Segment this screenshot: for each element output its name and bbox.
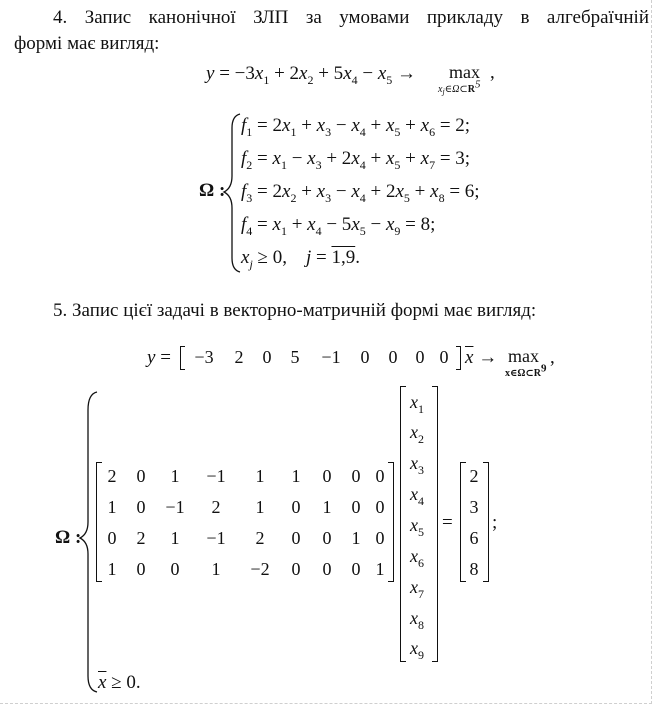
matrix-cell: −2	[250, 559, 270, 579]
matrix-cell: 0	[351, 559, 361, 579]
equals-sign: =	[442, 512, 453, 533]
matrix-cell: 0	[322, 466, 332, 486]
matrix-cell: 1	[375, 559, 385, 579]
xvec-entry: $x_2$	[410, 422, 424, 446]
coef-3: 0	[262, 347, 272, 367]
coef-6: 0	[360, 347, 370, 367]
coef-1: −3	[194, 347, 214, 367]
coef-5: −1	[321, 347, 341, 367]
matrix-cell: 0	[107, 528, 117, 548]
matrix-cell: 0	[322, 559, 332, 579]
objective-vector-rhs: $\overline{x}$ →	[465, 347, 498, 368]
matrix-cell: 0	[351, 466, 361, 486]
matrix-cell: 0	[170, 559, 180, 579]
xvec-entry: $x_4$	[410, 484, 424, 508]
constraint-nonneg-4: $x_j \ge 0$, j = 1,9.	[241, 247, 360, 271]
matrix-cell: 1	[255, 497, 265, 517]
max-subscript-4: $x_j\in\Omega\subset R^5$	[438, 78, 481, 96]
matrix-cell: 0	[291, 497, 301, 517]
matrix-cell: 0	[375, 497, 385, 517]
objective-tail-4: ,	[490, 62, 495, 83]
omega-label-4: Ω :	[199, 180, 226, 201]
constraint-f1: $f_1 = 2x_1 + x_3 - x_4 + x_5 + x_6 = 2$;	[241, 115, 471, 139]
matrix-cell: 0	[291, 559, 301, 579]
matrix-cell: 2	[255, 528, 265, 548]
xvec-entry: $x_7$	[410, 577, 424, 601]
matrix-cell: −1	[206, 466, 226, 486]
omega-label-5: Ω :	[55, 527, 82, 548]
matrix-cell: 2	[136, 528, 146, 548]
matrix-cell: 2	[107, 466, 117, 486]
constraint-f2: $f_2 = x_1 - x_3 + 2x_4 + x_5 + x_7 = 3$;	[241, 148, 471, 172]
coef-2: 2	[234, 347, 244, 367]
max-operator-4: max	[449, 62, 480, 82]
matrix-cell: 1	[170, 528, 180, 548]
matrix-cell: 0	[322, 528, 332, 548]
rhs-entry: 6	[469, 528, 479, 548]
coef-7: 0	[388, 347, 398, 367]
xvec-entry: $x_9$	[410, 638, 424, 662]
matrix-cell: 0	[136, 466, 146, 486]
objective-tail-5: ,	[550, 347, 555, 368]
xvec-entry: $x_8$	[410, 608, 424, 632]
section4-text-line2: формі має вигляд:	[14, 33, 160, 54]
matrix-cell: 2	[211, 497, 221, 517]
xvec-entry: $x_6$	[410, 546, 424, 570]
xvec-entry: $x_3$	[410, 453, 424, 477]
matrix-cell: 0	[375, 466, 385, 486]
matrix-cell: 1	[170, 466, 180, 486]
matrix-cell: 1	[322, 497, 332, 517]
matrix-cell: 1	[107, 497, 117, 517]
matrix-cell: 1	[255, 466, 265, 486]
coef-8: 0	[415, 347, 425, 367]
constraint-nonneg-5: $\overline{x} \ge 0$.	[98, 672, 141, 693]
rhs-entry: 8	[469, 559, 479, 579]
coef-4: 5	[290, 347, 300, 367]
xvec-entry: $x_1$	[410, 392, 424, 416]
objective-vector-lhs: y =	[147, 347, 171, 368]
xvec-bracket-right	[432, 386, 438, 662]
matrix-cell: 0	[375, 528, 385, 548]
xvec-entry: $x_5$	[410, 515, 424, 539]
section5-text: 5. Запис цієї задачі в векторно-матричній формі має вигляд:	[53, 300, 537, 321]
matrix-cell: 1	[291, 466, 301, 486]
matrix-cell: 0	[351, 497, 361, 517]
rhs-entry: 3	[469, 497, 479, 517]
rhs-entry: 2	[469, 466, 479, 486]
matrix-cell: 1	[107, 559, 117, 579]
max-operator-5: max	[508, 346, 539, 366]
matrix-cell: 0	[291, 528, 301, 548]
coef-9: 0	[439, 347, 449, 367]
constraint-f3: $f_3 = 2x_2 + x_3 - x_4 + 2x_5 + x_8 = 6$;	[241, 181, 480, 205]
matrix-cell: 1	[351, 528, 361, 548]
matrix-cell: 0	[136, 497, 146, 517]
rhs-tail: ;	[492, 512, 498, 533]
max-subscript-5: $x\in\Omega\subset R^9$	[505, 362, 547, 379]
section4-text-line1: 4. Запис канонічної ЗЛП за умовами прикладу в алгебраїчній	[53, 7, 649, 28]
matrix-cell: 0	[136, 559, 146, 579]
objective-algebraic: $y = -3x_1 + 2x_2 + 5x_4 - x_5$ →	[206, 63, 417, 87]
constraint-f4: $f_4 = x_1 + x_4 - 5x_5 - x_9 = 8$;	[241, 214, 436, 238]
matrix-cell: −1	[206, 528, 226, 548]
matrix-cell: 1	[211, 559, 221, 579]
xvec-bracket-left	[400, 386, 406, 662]
matrix-cell: −1	[165, 497, 185, 517]
